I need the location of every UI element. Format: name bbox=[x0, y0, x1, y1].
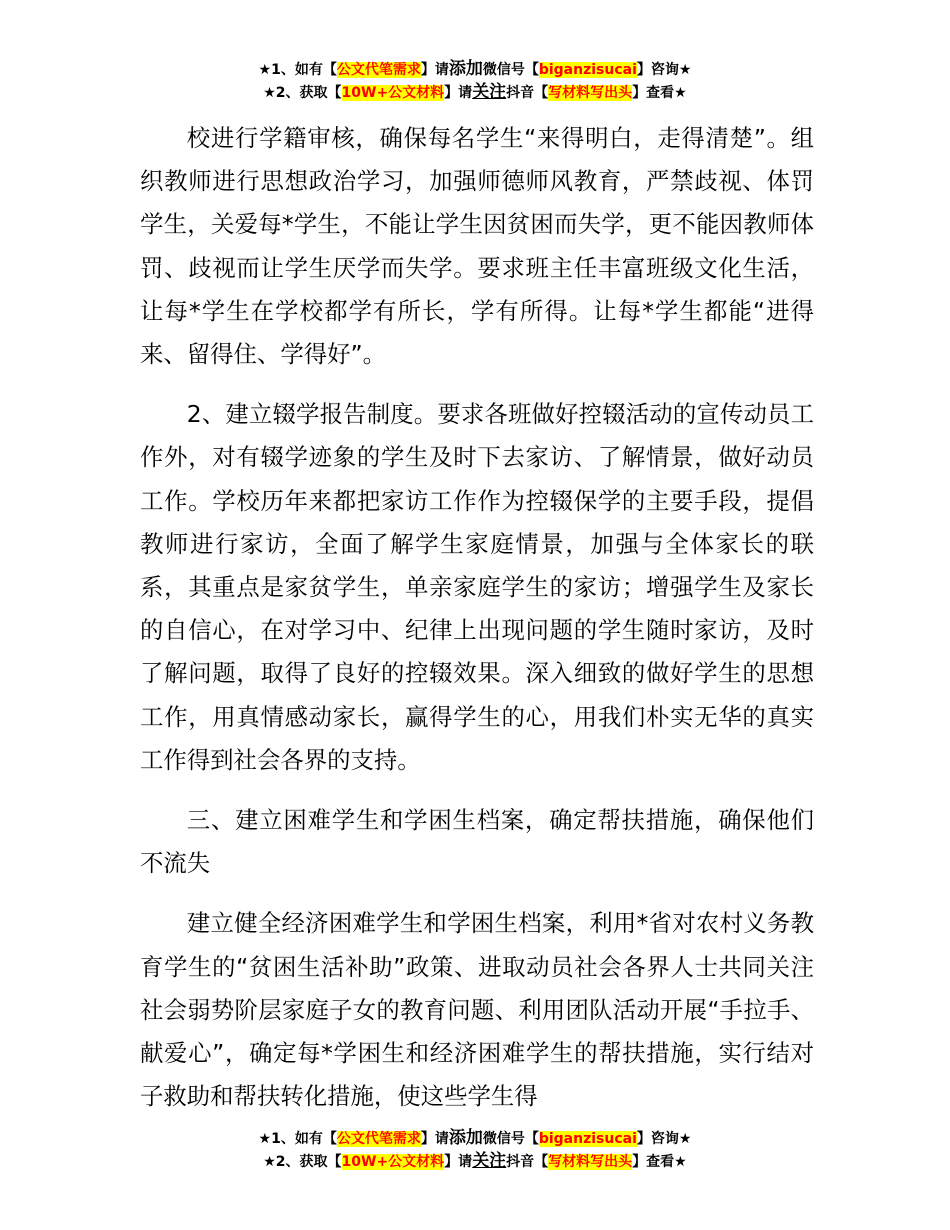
paragraph-1: 校进行学籍审核，确保每名学生“来得明白，走得清楚”。组织教师进行思想政治学习，加强师德师风教育，严禁歧视、体罚学生，关爱每*学生，不能让学生因贫困而失学，更不能因教师体罚、歧视而让学生厌学而失学。要求班主任丰富班级文化生活，让每*学生在学校都学有所长，学有所得。让每*学生都能“进得来、留得住、学得好”。 bbox=[140, 124, 814, 369]
banner-highlight-wechat-id: biganzisucai bbox=[538, 1131, 637, 1147]
banner-text: 抖音【 bbox=[506, 1154, 549, 1170]
banner-highlight-materials: 10W+公文材料 bbox=[341, 85, 445, 101]
banner-text: 】请 bbox=[444, 1154, 473, 1170]
footer-banner-line-1 bbox=[0, 1127, 950, 1150]
document-body bbox=[140, 117, 814, 1135]
banner-text: 微信号【 bbox=[482, 1131, 539, 1147]
banner-text-emphasis: 关注 bbox=[472, 1151, 507, 1171]
banner-text-emphasis: 关注 bbox=[472, 82, 507, 102]
banner-text: 】咨询★ bbox=[636, 1131, 692, 1147]
header-banner-line-1 bbox=[0, 58, 950, 81]
banner-highlight-service: 公文代笔需求 bbox=[336, 1131, 421, 1147]
footer-banner-line-2 bbox=[0, 1150, 950, 1173]
paragraph-4: 建立健全经济困难学生和学困生档案，利用*省对农村义务教育学生的“贫困生活补助”政策、进取动员社会各界人士共同关注社会弱势阶层家庭子女的教育问题、利用团队活动开展“手拉手、献爱心”，确定每*学困生和经济困难学生的帮扶措施，实行结对子救助和帮扶转化措施，使这些学生得 bbox=[140, 909, 814, 1111]
banner-text: ★2、获取【 bbox=[263, 85, 342, 101]
banner-text: ★2、获取【 bbox=[263, 1154, 342, 1170]
banner-text: 】查看★ bbox=[632, 1154, 687, 1170]
banner-text: 微信号【 bbox=[482, 62, 539, 78]
banner-highlight-materials: 10W+公文材料 bbox=[341, 1154, 445, 1170]
section-heading-3: 三、建立困难学生和学困生档案，确定帮扶措施，确保他们不流失 bbox=[140, 806, 814, 878]
banner-text-emphasis: 添加 bbox=[448, 1128, 483, 1148]
banner-highlight-douyin-id: 写材料写出头 bbox=[548, 1154, 633, 1170]
header-banner bbox=[0, 58, 950, 104]
banner-text: ★1、如有【 bbox=[258, 1131, 337, 1147]
banner-highlight-wechat-id: biganzisucai bbox=[538, 62, 637, 78]
banner-text: ★1、如有【 bbox=[258, 62, 337, 78]
header-banner-line-2 bbox=[0, 81, 950, 104]
paragraph-2: 2、建立辍学报告制度。要求各班做好控辍活动的宣传动员工作外，对有辍学迹象的学生及时下去家访、了解情景，做好动员工作。学校历年来都把家访工作作为控辍保学的主要手段，提倡教师进行家访，全面了解学生家庭情景，加强与全体家长的联系，其重点是家贫学生，单亲家庭学生的家访；增强学生及家长的自信心，在对学习中、纪律上出现问题的学生随时家访，及时了解问题，取得了良好的控辍效果。深入细致的做好学生的思想工作，用真情感动家长，赢得学生的心，用我们朴实无华的真实工作得到社会各界的支持。 bbox=[140, 400, 814, 774]
footer-banner bbox=[0, 1127, 950, 1173]
banner-text-emphasis: 添加 bbox=[448, 59, 483, 79]
banner-text: 】请 bbox=[420, 1131, 449, 1147]
banner-text: 】查看★ bbox=[632, 85, 687, 101]
banner-text: 】请 bbox=[444, 85, 473, 101]
banner-text: 抖音【 bbox=[506, 85, 549, 101]
banner-text: 】请 bbox=[420, 62, 449, 78]
banner-highlight-service: 公文代笔需求 bbox=[336, 62, 421, 78]
banner-highlight-douyin-id: 写材料写出头 bbox=[548, 85, 633, 101]
banner-text: 】咨询★ bbox=[636, 62, 692, 78]
